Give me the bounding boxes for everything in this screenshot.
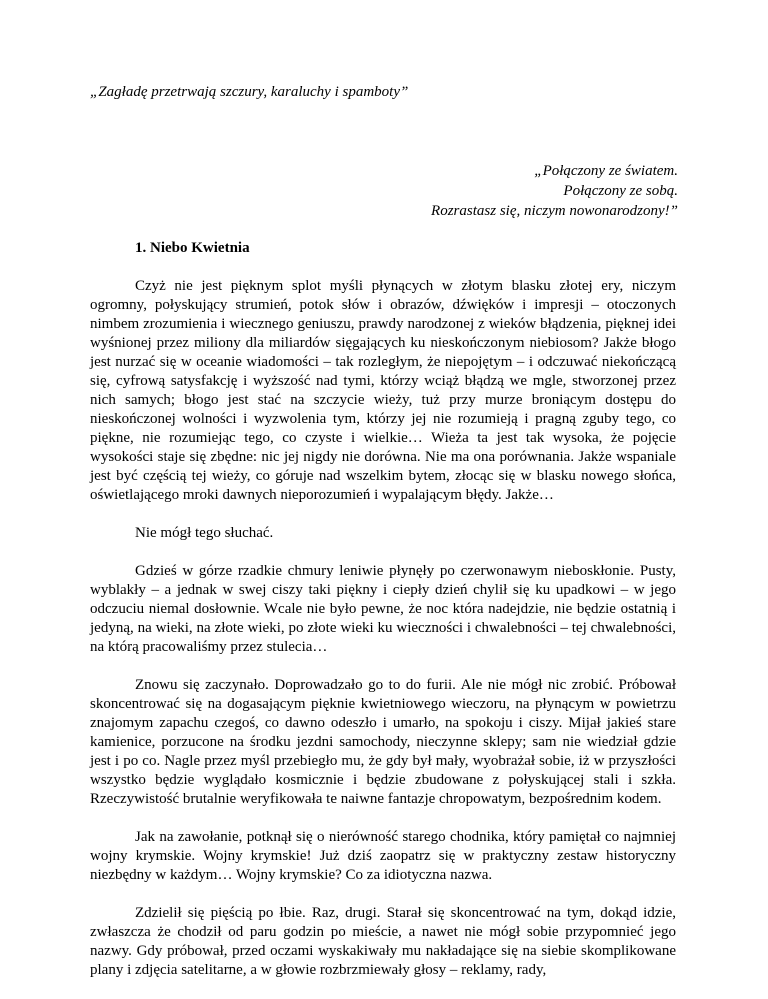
- paragraph: Czyż nie jest pięknym splot myśli płynących w złotym blasku złotej ery, niczym ogromny, połyskujący strumień, potok słów i obrazów, dźwięków i impresji – otoczonych nimbem zrozumienia i wiecznego geniuszu, prawdy narodzonej z wieków błądzenia, pięknej idei wyśnionej przez miliony dla miliardów sięgających ku nieskończonym niebiosom? Jakże błogo jest nurzać się w oceanie wiadomości – tak rozległym, że niepojętym – i odczuwać niekończącą się, cyfrową satysfakcję i wyższość nad tymi, którzy wciąż błądzą we mgle, stworzonej przez nich samych; błogo jest stać na szczycie wieży, tuż przy murze broniącym dostępu do nieskończonej wolności i wyzwolenia tym, którzy jej nie rozumieją i pragną zguby tego, co piękne, nie rozumiejąc tego, co czyste i wielkie… Wieża ta jest tak wysoka, że pojęcie wysokości staje się zbędne: nic jej nigdy nie dorówna. Nie ma ona porównania. Jakże wspaniale jest być częścią tej wieży, co góruje nad wszelkim bytem, złocąc się w blasku nowego słońca, oświetlającego mroki dawnych nieporozumień i wypalającym błędy. Jakże…: [90, 278, 676, 503]
- poem-line: Rozrastasz się, niczym nowonarodzony!”: [431, 203, 678, 219]
- poem-line: „Połączony ze światem.: [534, 163, 678, 179]
- poem-epigraph: [431, 161, 678, 221]
- poem-line: Połączony ze sobą.: [563, 183, 678, 199]
- paragraph: Nie mógł tego słuchać.: [135, 525, 274, 541]
- paragraph: Jak na zawołanie, potknął się o nierówność starego chodnika, który pamiętał co najmniej wojny krymskie. Wojny krymskie! Już dziś zaopatrz się w praktyczny zestaw historyczny niezbędny w każdym… Wojny krymskie? Co za idiotyczna nazwa.: [90, 829, 676, 883]
- paragraph: Zdzielił się pięścią po łbie. Raz, drugi. Starał się skoncentrować na tym, dokąd idzie, zwłaszcza że chodził od paru godzin po mieście, a nawet nie mógł sobie przypomnieć jego nazwy. Gdy próbował, przed oczami wyskakiwały mu nakładające się na siebie skomplikowane plany i zdjęcia satelitarne, a w głowie rozbrzmiewały głosy – reklamy, rady,: [90, 905, 676, 978]
- paragraph: Gdzieś w górze rzadkie chmury leniwie płynęły po czerwonawym nieboskłonie. Pusty, wyblakły – a jednak w swej ciszy taki piękny i ciepły dzień chylił się ku upadkowi – w jego odczuciu niemal dosłownie. Wcale nie było pewne, że noc która nadejdzie, nie będzie ostatnią i jedyną, na wieki, na złote wieki, po złote wieki ku wieczności i chwalebności – tej chwalebności, na którą pracowaliśmy przez stulecia…: [90, 563, 676, 655]
- epigraph: „Zagładę przetrwają szczury, karaluchy i spamboty”: [90, 84, 409, 100]
- paragraph: Znowu się zaczynało. Doprowadzało go to do furii. Ale nie mógł nic zrobić. Próbował skoncentrować się na dogasającym pięknie kwietniowego wieczoru, na płynącym w powietrzu znajomym zapachu czegoś, co dawno odeszło i umarło, na spokoju i ciszy. Mijał jakieś stare kamienice, porzucone na środku jezdni samochody, nieczynne sklepy; sam nie wiedział gdzie jest i po co. Nagle przez myśl przebiegło mu, że gdy był mały, wyobrażał sobie, iż w przyszłości wszystko będzie wyglądało kosmicznie i będzie zbudowane z połyskującej stali i szkła. Rzeczywistość brutalnie weryfikowała te naiwne fantazje chropowatym, bezpośrednim kodem.: [90, 677, 676, 807]
- body-text: [90, 277, 676, 999]
- chapter-heading: 1. Niebo Kwietnia: [135, 240, 250, 256]
